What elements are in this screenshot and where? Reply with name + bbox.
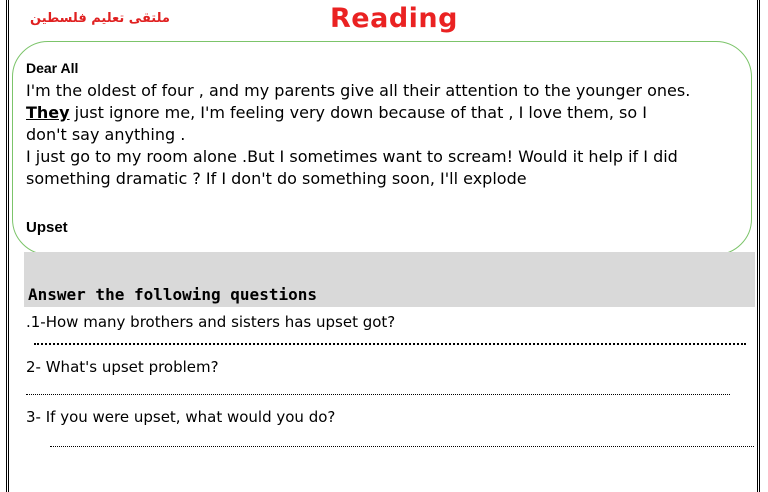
answer-line-3[interactable] xyxy=(50,446,754,447)
questions-header: Answer the following questions xyxy=(28,285,317,304)
letter-line: I'm the oldest of four , and my parents give all their attention to the younger ones. xyxy=(26,81,691,100)
brand-label: ملتقى تعليم فلسطين xyxy=(30,11,170,26)
letter-greeting: Dear All xyxy=(26,60,79,76)
letter-line-rest: just ignore me, I'm feeling very down because of that , I love them, so I xyxy=(69,103,647,122)
page-border-left xyxy=(6,0,9,492)
page-border-right xyxy=(757,0,760,492)
letter-text xyxy=(26,60,746,190)
question-1: .1-How many brothers and sisters has upset got? xyxy=(26,313,396,331)
letter-line: I just go to my room alone .But I sometimes want to scream! Would it help if I did xyxy=(26,147,678,166)
answer-line-2[interactable] xyxy=(26,394,730,395)
question-3: 3- If you were upset, what would you do? xyxy=(26,408,336,426)
question-2: 2- What's upset problem? xyxy=(26,358,219,376)
emphasized-word: They xyxy=(26,103,70,122)
letter-line: something dramatic ? If I don't do something soon, I'll explode xyxy=(26,169,527,188)
letter-signature: Upset xyxy=(26,219,68,236)
letter-line: don't say anything . xyxy=(26,125,186,144)
answer-line-1[interactable] xyxy=(34,343,746,345)
letter-line xyxy=(26,102,746,124)
page-title: Reading xyxy=(330,3,458,34)
